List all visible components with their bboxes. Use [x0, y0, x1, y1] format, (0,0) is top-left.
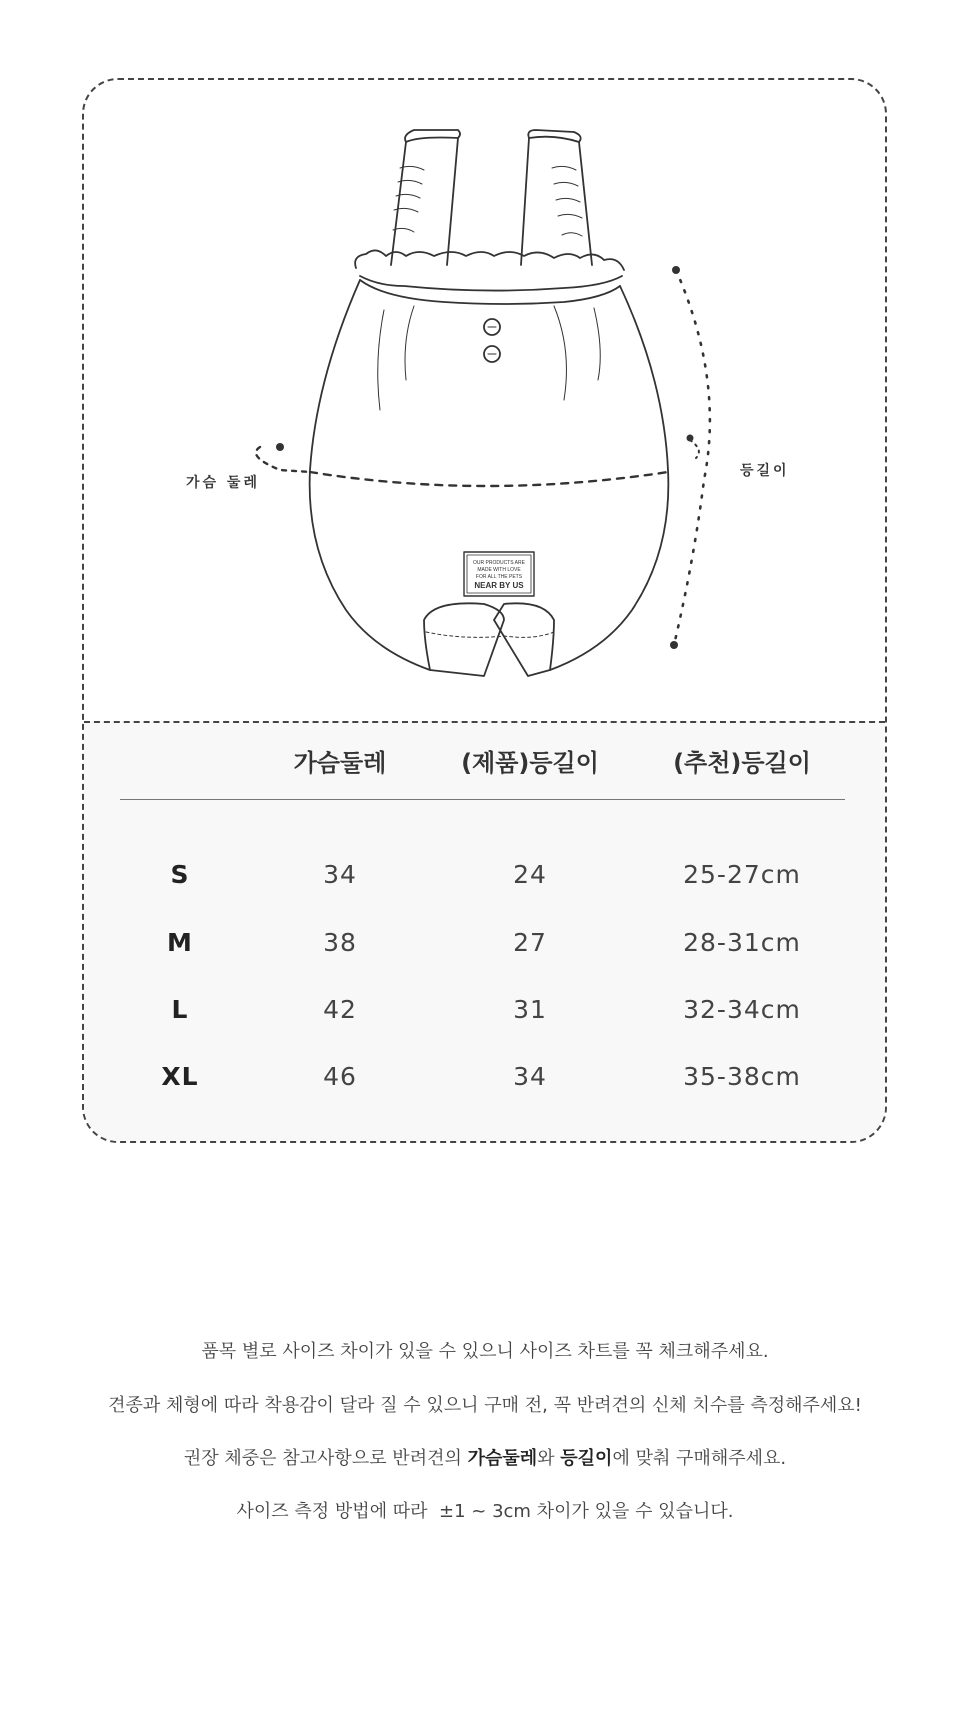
garment-illustration [84, 80, 887, 720]
header-recommended-back-length: (추천)등길이 [673, 749, 811, 777]
note-line-1: 품목 별로 사이즈 차이가 있을 수 있으니 사이즈 차트를 꼭 체크해주세요. [201, 1341, 769, 1362]
note-line-2: 견종과 체형에 따라 착용감이 달라 질 수 있으니 구매 전, 꼭 반려견의 신체 치수를 측정해주세요! [108, 1395, 862, 1416]
chest-cell: 42 [323, 995, 357, 1024]
size-cell: L [171, 995, 189, 1024]
back-cell: 24 [513, 860, 547, 889]
recommended-cell: 35-38cm [683, 1062, 801, 1091]
tag-line-1: OUR PRODUCTS ARE [473, 560, 525, 566]
header-product-back-length: (제품)등길이 [461, 749, 599, 777]
chest-girth-label: 가슴 둘레 [186, 475, 260, 491]
chest-cell: 38 [323, 928, 357, 957]
chest-girth-emphasis: 가슴둘레 [467, 1448, 538, 1469]
size-cell: M [167, 928, 193, 957]
back-cell: 34 [513, 1062, 547, 1091]
table-header-divider [120, 799, 845, 800]
back-length-label: 등길이 [740, 463, 790, 479]
recommended-cell: 25-27cm [683, 860, 801, 889]
back-cell: 31 [513, 995, 547, 1024]
header-chest: 가슴둘레 [293, 749, 387, 777]
tag-line-3: FOR ALL THE PETS [475, 574, 523, 580]
chest-cell: 46 [323, 1062, 357, 1091]
note-line-4: 사이즈 측정 방법에 따라 ±1 ~ 3cm 차이가 있을 수 있습니다. [236, 1501, 734, 1522]
recommended-cell: 28-31cm [683, 928, 801, 957]
size-guide-card [82, 78, 887, 1143]
back-cell: 27 [513, 928, 547, 957]
note-line-3: 권장 체중은 참고사항으로 반려견의 가슴둘레와 등길이에 맞춰 구매해주세요. [183, 1448, 787, 1469]
size-cell: XL [161, 1062, 199, 1091]
size-cell: S [170, 860, 190, 889]
chest-cell: 34 [323, 860, 357, 889]
tag-line-2: MADE WITH LOVE [477, 567, 521, 573]
tag-line-4: NEAR BY US [474, 581, 524, 590]
recommended-cell: 32-34cm [683, 995, 801, 1024]
back-length-emphasis: 등길이 [560, 1448, 613, 1469]
